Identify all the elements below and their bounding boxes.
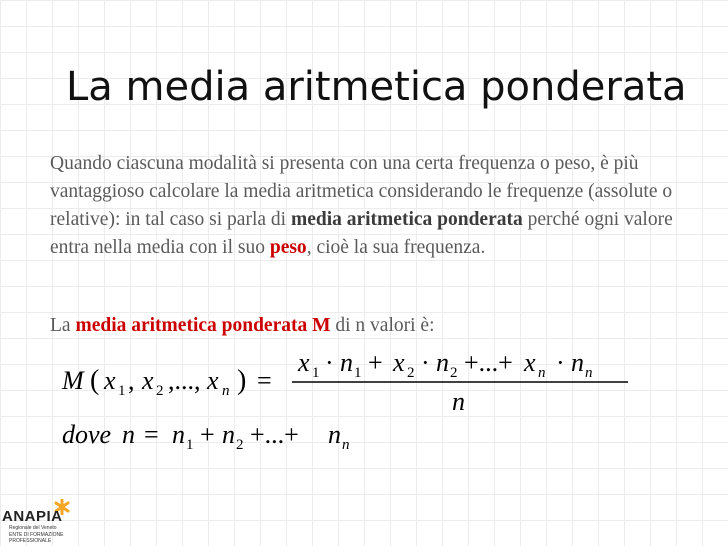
svg-text:=: = <box>257 366 272 395</box>
slide-title: La media aritmetica ponderata <box>66 64 687 110</box>
svg-text:,...,: ,..., <box>168 366 201 395</box>
svg-text:n: n <box>222 420 235 449</box>
svg-text:n: n <box>538 365 546 381</box>
svg-text:x: x <box>524 348 536 377</box>
svg-text:n: n <box>342 437 350 453</box>
svg-text:x: x <box>393 348 405 377</box>
svg-text:1: 1 <box>354 365 362 381</box>
svg-text:+...+: +...+ <box>250 420 299 449</box>
logo-name: ANAPIA <box>2 508 63 525</box>
intro-text-1: Quando ciascuna modalità si presenta con una certa frequenza o peso, è più vantaggioso calcolare la media aritmetica considerando le frequenze (assolute o relative): in tal caso si parla di <box>50 153 673 230</box>
formula-numerator <box>297 348 593 381</box>
svg-text:n: n <box>585 365 593 381</box>
svg-text:,: , <box>128 366 135 395</box>
anapia-logo <box>0 500 90 546</box>
svg-text:(: ( <box>90 365 100 396</box>
svg-text:n: n <box>172 420 185 449</box>
definition-prefix: La <box>50 315 76 336</box>
svg-text:M: M <box>62 366 84 395</box>
logo-line-1: Regionale del Veneto <box>9 525 57 531</box>
svg-text:n: n <box>328 420 341 449</box>
intro-bold-term: media aritmetica ponderata <box>290 209 523 230</box>
formula-dove <box>62 420 350 453</box>
svg-text:2: 2 <box>156 383 164 399</box>
svg-text:n: n <box>436 348 449 377</box>
svg-text:x: x <box>298 348 310 377</box>
logo-line-3: PROFESSIONALE <box>9 538 52 544</box>
svg-text:+...+: +...+ <box>464 348 513 377</box>
svg-text:1: 1 <box>186 437 194 453</box>
svg-text:=: = <box>144 420 159 449</box>
svg-text:2: 2 <box>407 365 415 381</box>
intro-text-3: , cioè la sua frequenza. <box>306 237 486 258</box>
svg-text:n: n <box>122 420 135 449</box>
definition-bold: media aritmetica ponderata M <box>75 315 331 336</box>
svg-text:n: n <box>571 348 584 377</box>
logo-line-2: ENTE DI FORMAZIONE <box>9 532 64 538</box>
svg-text:): ) <box>237 365 247 396</box>
svg-text:1: 1 <box>312 365 320 381</box>
svg-text:x: x <box>142 366 154 395</box>
definition-suffix: di n valori è: <box>330 315 435 336</box>
svg-text:n: n <box>340 348 353 377</box>
svg-text:1: 1 <box>118 383 126 399</box>
svg-text:2: 2 <box>450 365 458 381</box>
svg-text:·: · <box>556 348 565 377</box>
svg-text:·: · <box>421 348 430 377</box>
svg-text:n: n <box>222 383 230 399</box>
formula-denominator: n <box>452 387 465 416</box>
svg-text:2: 2 <box>236 437 244 453</box>
svg-text:+: + <box>200 420 215 449</box>
svg-text:dove: dove <box>62 420 112 449</box>
svg-text:+: + <box>368 348 383 377</box>
intro-text-2: perché ogni valore entra nella media con il suo <box>50 209 673 258</box>
intro-bold-peso: peso <box>269 237 307 258</box>
svg-text:x: x <box>104 366 116 395</box>
svg-text:x: x <box>207 366 219 395</box>
svg-text:·: · <box>325 348 334 377</box>
